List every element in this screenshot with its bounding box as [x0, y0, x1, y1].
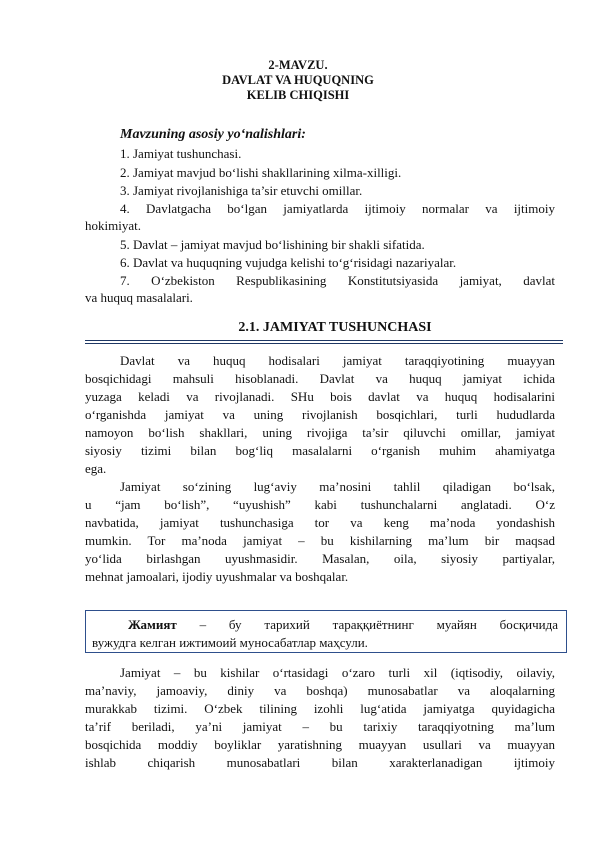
topic-item: 5. Davlat – jamiyat mavjud bo‘lishining bir shakli sifatida. — [120, 237, 425, 252]
paragraph-line: ta’rif beriladi, ya’ni jamiyat – bu tarixiy taraqqiyotning ma’lum — [85, 719, 555, 734]
chapter-title-line1: DAVLAT VA HUQUQNING — [222, 73, 374, 87]
paragraph-line: bosqichidagi mahsuli hisoblanadi. Davlat va huquq jamiyat ichida — [85, 371, 555, 386]
paragraph-line: Davlat va huquq hodisalari jamiyat taraqqiyotining muayyan — [120, 353, 555, 368]
topic-item: 7. O‘zbekiston Respublikasining Konstitutsiyasida jamiyat, davlat — [120, 273, 555, 288]
paragraph-line: ishlab chiqarish munosabatlari bilan xarakterlanadigan ijtimoiy — [85, 755, 555, 770]
paragraph-line: murakkab tizimi. O‘zbek tilining izohli lug‘atida jamiyatga quyidagicha — [85, 701, 555, 716]
definition-box — [85, 610, 567, 653]
topic-item: 2. Jamiyat mavjud bo‘lishi shakllarining xilma-xilligi. — [120, 165, 402, 180]
definition-line: вужудга келган ижтимоий муносабатлар маҳсули. — [92, 635, 368, 650]
paragraph-line: Jamiyat – bu kishilar o‘rtasidagi o‘zaro turli xil (iqtisodiy, oilaviy, — [120, 665, 555, 680]
section-title: 2.1. JAMIYAT TUSHUNCHASI — [238, 320, 432, 335]
definition-line — [128, 616, 558, 633]
paragraph-line: mumkin. Tor ma’noda jamiyat – bu kishilarning ma’lum bir maqsad — [85, 533, 555, 548]
topic-item: 6. Davlat va huquqning vujudga kelishi to‘g‘risidagi nazariyalar. — [120, 255, 457, 270]
paragraph-line: namoyon bo‘lish shakllari, uning rivojiga ta’sir qiluvchi omillar, jamiyat — [85, 425, 555, 440]
paragraph-line: yuzaga keladi va rivojlanadi. SHu bois davlat va huquq hodisalarini — [85, 389, 555, 404]
paragraph-line: Jamiyat so‘zining lug‘aviy ma’nosini tahlil qiladigan bo‘lsak, — [120, 479, 555, 494]
paragraph-line: mehnat jamoalari, ijodiy uyushmalar va boshqalar. — [85, 569, 349, 584]
paragraph-line: yo‘lida birlashgan uyushmasidir. Masalan, oila, siyosiy partiyalar, — [85, 551, 555, 566]
paragraph-line: siyosiy tizimi bilan bog‘liq masalalarni o‘rganish muhim ahamiyatga — [85, 443, 555, 458]
topic-item-continuation: hokimiyat. — [85, 218, 141, 233]
paragraph-line: ega. — [85, 461, 107, 476]
topic-item: 4. Davlatgacha bo‘lgan jamiyatlarda ijtimoiy normalar va ijtimoiy — [120, 201, 555, 216]
paragraph-line: o‘rganishda jamiyat va uning rivojlanish bosqichlari, turli hududlarda — [85, 407, 555, 422]
topics-heading: Mavzuning asosiy yo‘nalishlari: — [120, 127, 306, 142]
paragraph-line: navbatida, jamiyat tushunchasiga tor va keng ma’noda yondashish — [85, 515, 555, 530]
chapter-title-line2: KELIB CHIQISHI — [246, 88, 350, 102]
paragraph-line: u “jam bo‘lish”, “uyushish” kabi tushunchalarni anglatadi. O‘z — [85, 497, 555, 512]
definition-text: – бу тарихий тараққиётнинг муайян босқичида — [176, 617, 558, 632]
topic-item: 3. Jamiyat rivojlanishiga ta’sir etuvchi omillar. — [120, 183, 363, 198]
chapter-number: 2-MAVZU. — [268, 58, 328, 72]
paragraph-line: bosqichida moddiy boyliklar yaratishning muayyan usullari va muayyan — [85, 737, 555, 752]
paragraph-line: ma’naviy, jamoaviy, diniy va boshqa) munosabatlar va aloqalarning — [85, 683, 555, 698]
section-rule — [85, 343, 563, 344]
section-rule — [85, 340, 563, 341]
definition-term: Жамият — [128, 617, 177, 632]
topic-item-continuation: va huquq masalalari. — [85, 290, 193, 305]
topic-item: 1. Jamiyat tushunchasi. — [120, 146, 242, 161]
